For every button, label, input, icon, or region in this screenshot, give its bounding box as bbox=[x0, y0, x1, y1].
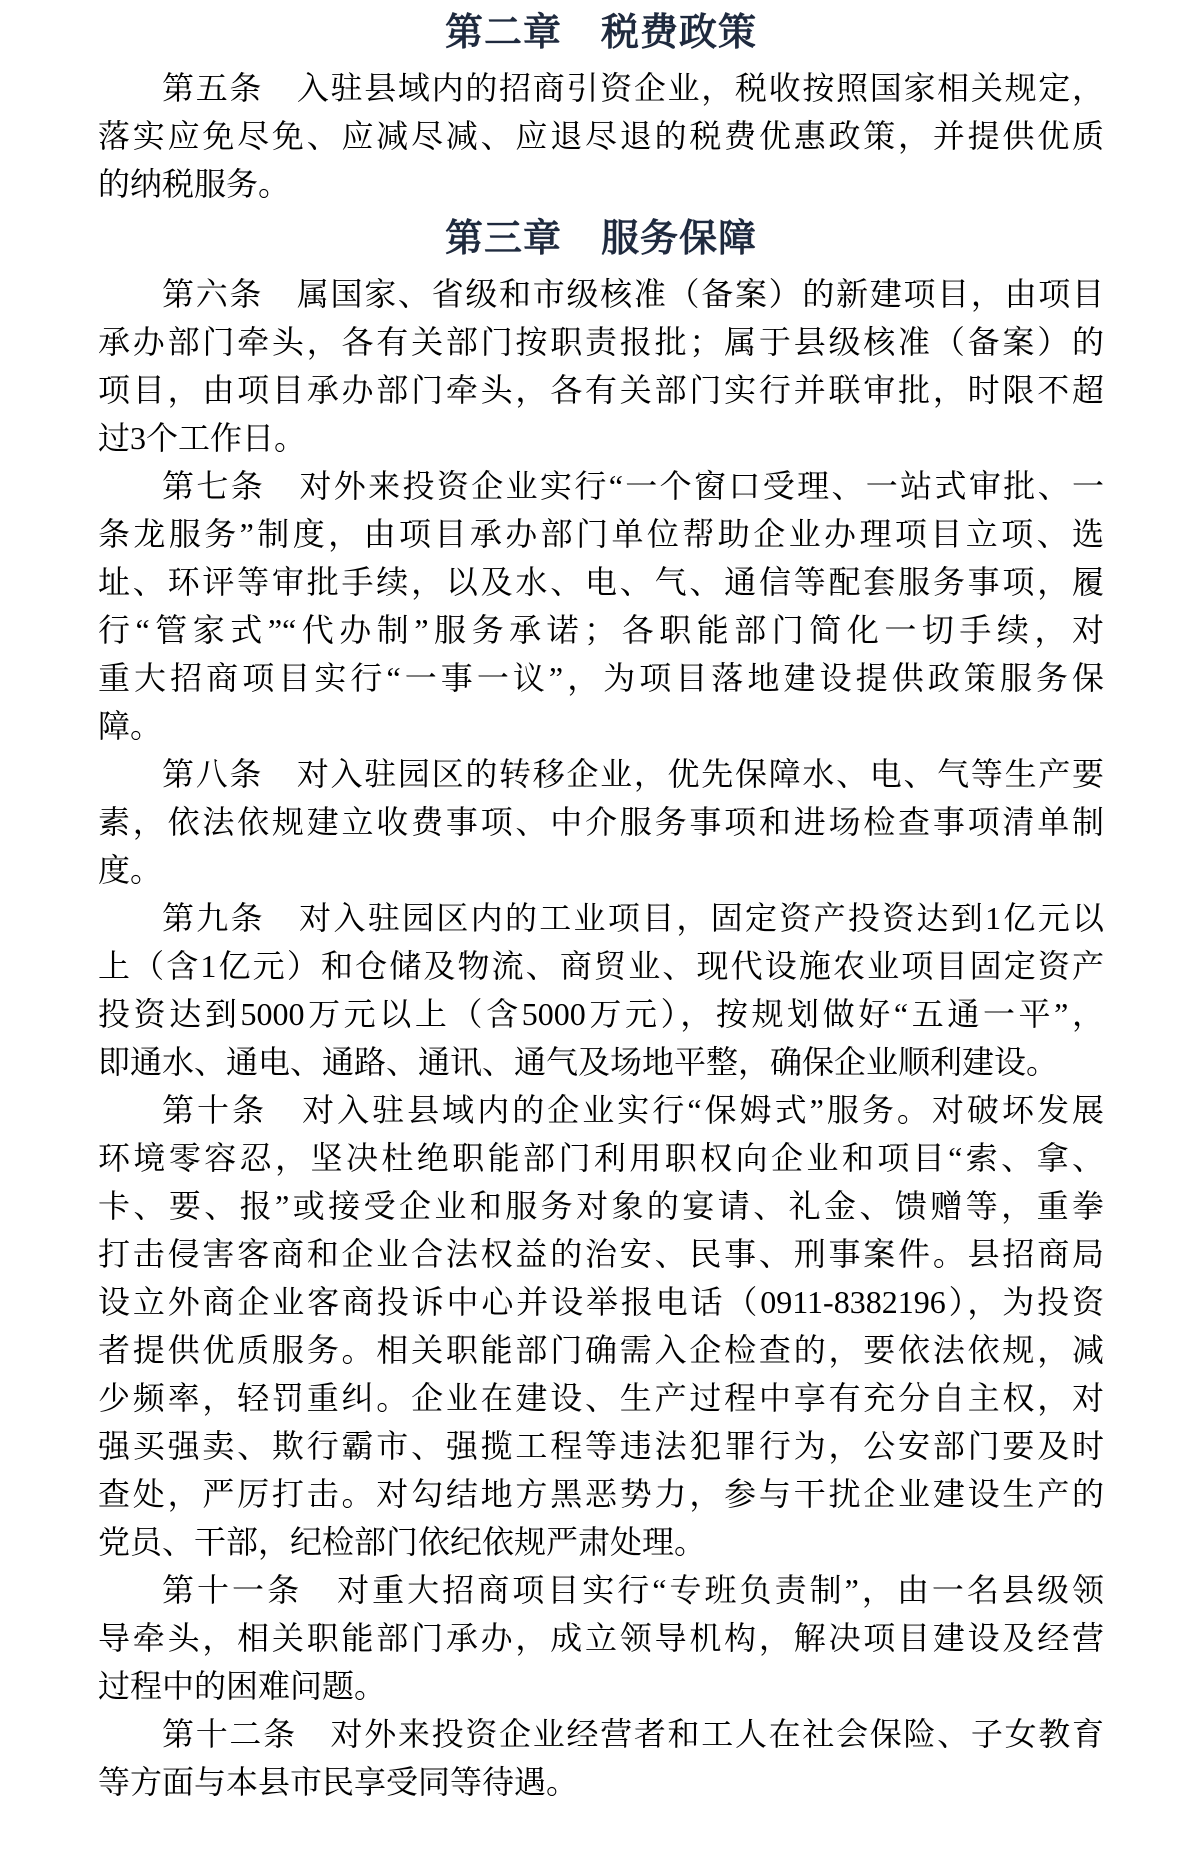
paragraph-line: 设立外商企业客商投诉中心并设举报电话（0911-8382196），为投资 bbox=[98, 1284, 1104, 1320]
paragraph bbox=[98, 462, 1104, 750]
paragraph bbox=[98, 750, 1104, 894]
paragraph-line: 上（含1亿元）和仓储及物流、商贸业、现代设施农业项目固定资产 bbox=[98, 948, 1104, 984]
chapter-heading: 第二章 税费政策 bbox=[444, 12, 757, 54]
paragraph-line: 第七条 对外来投资企业实行“一个窗口受理、一站式审批、一 bbox=[162, 468, 1104, 504]
paragraph-line: 第六条 属国家、省级和市级核准（备案）的新建项目，由项目 bbox=[162, 276, 1104, 312]
paragraph bbox=[98, 64, 1104, 208]
paragraph-line: 承办部门牵头，各有关部门按职责报批；属于县级核准（备案）的 bbox=[98, 324, 1104, 360]
paragraph-line: 障。 bbox=[98, 708, 163, 744]
paragraph-line: 投资达到5000万元以上（含5000万元），按规划做好“五通一平”， bbox=[98, 996, 1104, 1032]
paragraph-line: 的纳税服务。 bbox=[98, 166, 291, 202]
paragraph-line: 环境零容忍，坚决杜绝职能部门利用职权向企业和项目“索、拿、 bbox=[98, 1140, 1104, 1176]
paragraph-line: 过3个工作日。 bbox=[98, 420, 307, 456]
paragraph-line: 卡、要、报”或接受企业和服务对象的宴请、礼金、馈赠等，重拳 bbox=[98, 1188, 1104, 1224]
document-body bbox=[98, 2, 1104, 1806]
paragraph-line: 第十二条 对外来投资企业经营者和工人在社会保险、子女教育 bbox=[162, 1716, 1104, 1752]
paragraph-line: 行“管家式”“代办制”服务承诺；各职能部门简化一切手续，对 bbox=[98, 612, 1104, 648]
paragraph bbox=[98, 1086, 1104, 1566]
paragraph bbox=[98, 1710, 1104, 1806]
paragraph bbox=[98, 270, 1104, 462]
paragraph-line: 第五条 入驻县域内的招商引资企业，税收按照国家相关规定， bbox=[162, 70, 1104, 106]
paragraph-line: 址、环评等审批手续，以及水、电、气、通信等配套服务事项，履 bbox=[98, 564, 1104, 600]
paragraph-line: 即通水、通电、通路、通讯、通气及场地平整，确保企业顺利建设。 bbox=[98, 1044, 1059, 1080]
paragraph-line: 第九条 对入驻园区内的工业项目，固定资产投资达到1亿元以 bbox=[162, 900, 1104, 936]
paragraph-line: 第十一条 对重大招商项目实行“专班负责制”，由一名县级领 bbox=[162, 1572, 1104, 1608]
paragraph-line: 查处，严厉打击。对勾结地方黑恶势力，参与干扰企业建设生产的 bbox=[98, 1476, 1104, 1512]
paragraph-line: 重大招商项目实行“一事一议”，为项目落地建设提供政策服务保 bbox=[98, 660, 1104, 696]
paragraph-line: 者提供优质服务。相关职能部门确需入企检查的，要依法依规，减 bbox=[98, 1332, 1104, 1368]
paragraph-line: 素，依法依规建立收费事项、中介服务事项和进场检查事项清单制 bbox=[98, 804, 1104, 840]
paragraph-line: 度。 bbox=[98, 852, 163, 888]
paragraph bbox=[98, 894, 1104, 1086]
paragraph-line: 过程中的困难问题。 bbox=[98, 1668, 387, 1704]
chapter-heading: 第三章 服务保障 bbox=[444, 218, 757, 260]
paragraph-line: 少频率，轻罚重纠。企业在建设、生产过程中享有充分自主权，对 bbox=[98, 1380, 1104, 1416]
paragraph-line: 强买强卖、欺行霸市、强揽工程等违法犯罪行为，公安部门要及时 bbox=[98, 1428, 1104, 1464]
paragraph-line: 第八条 对入驻园区的转移企业，优先保障水、电、气等生产要 bbox=[162, 756, 1104, 792]
paragraph-line: 等方面与本县市民享受同等待遇。 bbox=[98, 1764, 579, 1800]
paragraph-line: 打击侵害客商和企业合法权益的治安、民事、刑事案件。县招商局 bbox=[98, 1236, 1104, 1272]
paragraph bbox=[98, 1566, 1104, 1710]
paragraph-line: 项目，由项目承办部门牵头，各有关部门实行并联审批，时限不超 bbox=[98, 372, 1104, 408]
paragraph-line: 第十条 对入驻县域内的企业实行“保姆式”服务。对破坏发展 bbox=[162, 1092, 1104, 1128]
paragraph-line: 条龙服务”制度，由项目承办部门单位帮助企业办理项目立项、选 bbox=[98, 516, 1104, 552]
paragraph-line: 党员、干部，纪检部门依纪依规严肃处理。 bbox=[98, 1524, 707, 1560]
paragraph-line: 导牵头，相关职能部门承办，成立领导机构，解决项目建设及经营 bbox=[98, 1620, 1104, 1656]
paragraph-line: 落实应免尽免、应减尽减、应退尽退的税费优惠政策，并提供优质 bbox=[98, 118, 1104, 154]
